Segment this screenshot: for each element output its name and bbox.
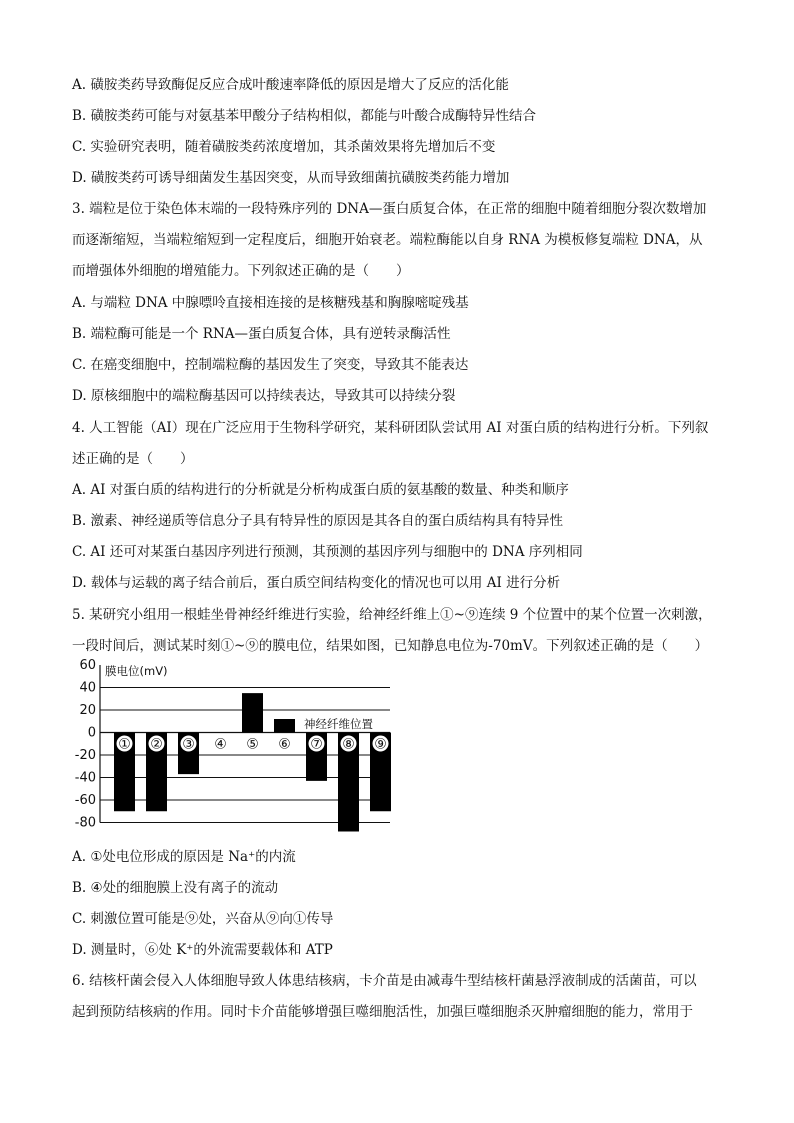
text-line: 而增强体外细胞的增殖能力。下列叙述正确的是（ ） [72, 263, 410, 279]
text-line: D. 原核细胞中的端粒酶基因可以持续表达，导致其可以持续分裂 [72, 388, 456, 404]
position-label: ⑧ [342, 736, 355, 753]
text-line: C. 在癌变细胞中，控制端粒酶的基因发生了突变，导致其不能表达 [72, 357, 469, 373]
y-tick-label: -40 [74, 770, 96, 786]
text-line: 而逐渐缩短，当端粒缩短到一定程度后，细胞开始衰老。端粒酶能以自身 RNA 为模板修复端粒 DNA，从 [72, 232, 703, 248]
text-line: B. 磺胺类药可能与对氨基苯甲酸分子结构相似，都能与叶酸合成酶特异性结合 [72, 108, 537, 124]
position-label: ① [118, 736, 131, 753]
y-tick-label: -80 [74, 815, 96, 831]
membrane-potential-chart [60, 655, 400, 835]
y-tick-label: -20 [74, 748, 96, 763]
text-line: 5. 某研究小组用一根蛙坐骨神经纤维进行实验，给神经纤维上①~⑨连续 9 个位置中的某个位置一次刺激， [72, 607, 712, 623]
text-line: 6. 结核杆菌会侵入人体细胞导致人体患结核病，卡介苗是由减毒牛型结核杆菌悬浮液制成的活菌苗，可以 [72, 973, 697, 989]
text-line: D. 磺胺类药可诱导细菌发生基因突变，从而导致细菌抗磺胺类药能力增加 [72, 170, 510, 186]
bar-position-6 [274, 719, 295, 733]
bar-position-5 [242, 693, 263, 732]
position-label: ⑤ [246, 736, 259, 753]
text-line: 一段时间后，测试某时刻①~⑨的膜电位，结果如图，已知静息电位为-70mV。下列叙述正确的是（ ） [72, 638, 709, 654]
position-label: ⑨ [374, 736, 387, 753]
position-label: ③ [182, 736, 195, 753]
text-line: D. 测量时，⑥处 K⁺的外流需要载体和 ATP [72, 942, 333, 958]
text-line: B. 端粒酶可能是一个 RNA—蛋白质复合体，具有逆转录酶活性 [72, 326, 451, 342]
y-tick-label: 0 [87, 725, 96, 741]
position-label: ④ [214, 736, 227, 753]
text-line: A. ①处电位形成的原因是 Na⁺的内流 [72, 849, 296, 865]
text-line: C. 刺激位置可能是⑨处，兴奋从⑨向①传导 [72, 911, 334, 927]
text-line: B. 激素、神经递质等信息分子具有特异性的原因是其各自的蛋白质结构具有特异性 [72, 513, 564, 529]
text-line: 4. 人工智能（AI）现在广泛应用于生物科学研究，某科研团队尝试用 AI 对蛋白质的结构进行分析。下列叙 [72, 420, 709, 436]
text-line: 3. 端粒是位于染色体末端的一段特殊序列的 DNA—蛋白质复合体，在正常的细胞中随着细胞分裂次数增加 [72, 201, 707, 217]
position-label: ⑥ [278, 736, 291, 753]
x-axis-label: 神经纤维位置 [304, 717, 373, 731]
y-tick-label: -60 [74, 793, 96, 808]
y-tick-label: 20 [79, 703, 96, 718]
text-line: A. 磺胺类药导致酶促反应合成叶酸速率降低的原因是增大了反应的活化能 [72, 77, 509, 93]
text-line: C. 实验研究表明，随着磺胺类药浓度增加，其杀菌效果将先增加后不变 [72, 139, 496, 155]
text-line: 述正确的是（ ） [72, 451, 194, 467]
text-line: D. 载体与运载的离子结合前后，蛋白质空间结构变化的情况也可以用 AI 进行分析 [72, 575, 561, 591]
y-tick-label: 40 [79, 680, 96, 696]
text-line: A. 与端粒 DNA 中腺嘌呤直接相连接的是核糖残基和胸腺嘧啶残基 [72, 295, 469, 311]
text-line: C. AI 还可对某蛋白基因序列进行预测，其预测的基因序列与细胞中的 DNA 序列相同 [72, 544, 583, 560]
position-label: ② [150, 736, 163, 753]
y-tick-label: 60 [79, 658, 96, 673]
y-axis-label: 膜电位(mV) [105, 664, 168, 678]
text-line: B. ④处的细胞膜上没有离子的流动 [72, 880, 279, 896]
text-line: A. AI 对蛋白质的结构进行的分析就是分析构成蛋白质的氨基酸的数量、种类和顺序 [72, 482, 569, 498]
text-line: 起到预防结核病的作用。同时卡介苗能够增强巨噬细胞活性，加强巨噬细胞杀灭肿瘤细胞的能力，常用于 [72, 1004, 693, 1020]
position-label: ⑦ [310, 736, 323, 753]
